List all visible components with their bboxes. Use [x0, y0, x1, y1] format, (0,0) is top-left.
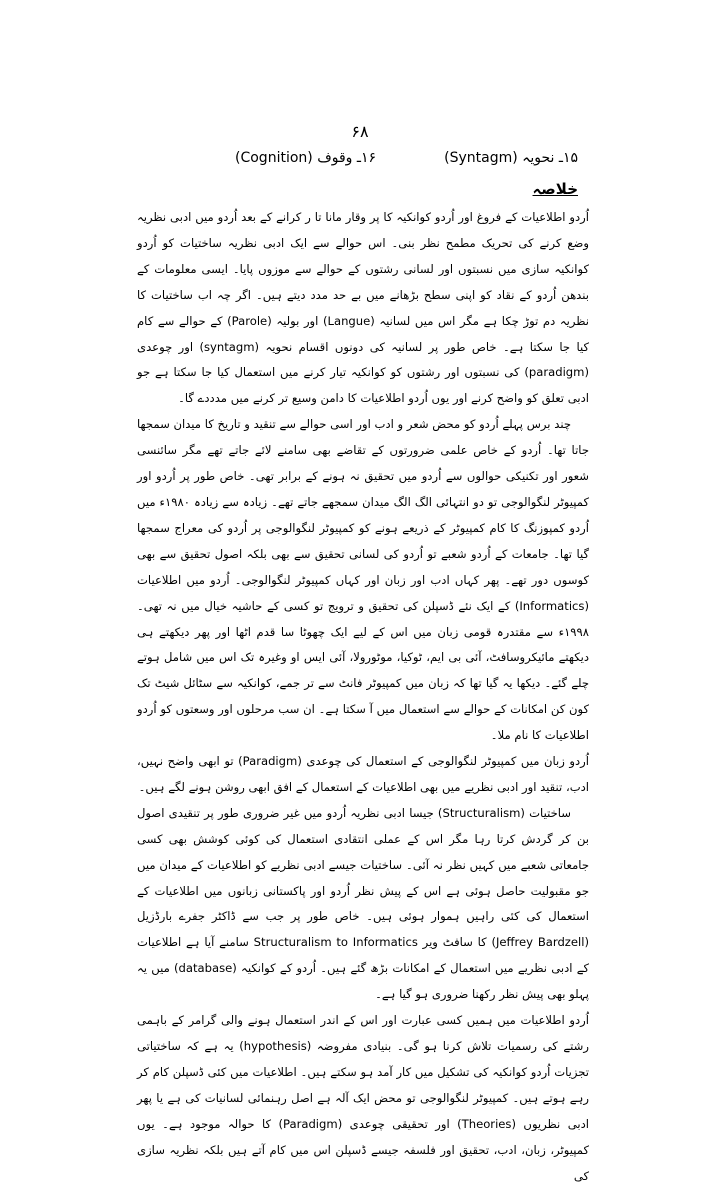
section-heading: خلاصہ: [532, 180, 578, 198]
paragraph-2: چند برس پہلے اُردو کو محض شعر و ادب اور اسی حوالے سے تنقید و تاریخ کا میدان سمجھا جاتا تھا۔ اُردو کے خاص علمی ضرورتوں کے تقاضے بھی سامنے لائے جاتے تھے مگر سائنسی شعور اور تکنیکی حوالوں سے اُردو میں تحقیق نہ ہونے کے برابر تھی۔ خاص طور پر اُردو اور کمپیوٹر لنگوالوجی تو دو انتہائی الگ الگ میدان سمجھے جاتے تھے۔ زیادہ سے زیادہ ۱۹۸۰ء میں اُردو کمپوزنگ کا کام کمپیوٹر کے ذریعے ہونے کو کمپیوٹر لنگوالوجی پر اُردو کی معراج سمجھا گیا تھا۔ جامعات کے اُردو شعبے تو اُردو کی لسانی تحقیق سے بھی بلکہ اصول تحقیق سے بھی کوسوں دور تھے۔ پھر کہاں ادب اور زبان اور کہاں کمپیوٹر لنگوالوجی۔ اُردو میں اطلاعیات (Informatics) کے ایک نئے ڈسپلن کی تحقیق و ترویج تو کسی کے حاشیہ خیال میں نہ تھی۔ ۱۹۹۸ء سے مقتدرہ قومی زبان میں اس کے لیے ایک چھوٹا سا قدم اٹھا اور پھر دیکھتے ہی دیکھتے مائیکروسافٹ، آئی بی ایم، ٹوکیا، موٹورولا، آئی ایس او وغیرہ تک اس میں شامل ہوتے چلے گئے۔ دیکھا یہ گیا تھا کہ زبان میں کمپیوٹر فانٹ سے تر جمے، کوانکیہ سے سٹائل شیٹ تک کون کن امکانات کے حوالے سے استعمال میں آ سکتا ہے۔ ان سب مرحلوں اور وسعتوں کو اُردو اطلاعیات کا نام ملا۔: [137, 417, 590, 743]
paragraph-4: ساختیات (Structuralism) جیسا ادبی نظریہ اُردو میں غیر ضروری طور پر تنقیدی اصول بن کر گردش کرتا رہا مگر اس کے عملی انتقادی استعمال کی کوئی کوشش بھی کسی جامعاتی شعبے میں کہیں نظر نہ آئی۔ ساختیات جیسے ادبی نظریے کو اطلاعیات کے میدان میں جو مقبولیت حاصل ہوئی ہے اس کے پیش نظر اُردو اور پاکستانی زبانوں میں اطلاعیات کے استعمال کی کئی راہیں ہموار ہوئی ہیں۔ خاص طور پر جب سے ڈاکٹر جفرے بارڈزیل (Jeffrey Bardzell) کا سافٹ ویر Structuralism to Informatics سامنے آیا ہے اطلاعیات کے ادبی نظریے میں استعمال کے امکانات بڑھ گئے ہیں۔ اُردو کے کوانکیہ (database) میں یہ پہلو بھی پیش نظر رکھنا ضروری ہو گیا ہے۔: [137, 805, 590, 1002]
paragraph-3: اُردو زبان میں کمپیوٹر لنگوالوجی کے استعمال کی چوعدی (Paradigm) تو ابھی واضح نہیں، ادب، تنقید اور ادبی نظریے میں بھی اطلاعیات کے استعمال کے افق ابھی روشن ہونے لگے ہیں۔: [137, 754, 589, 794]
term-syntagm: ۱۵ـ نحویہ (Syntagm): [444, 150, 578, 166]
paragraph-1: اُردو اطلاعیات کے فروغ اور اُردو کوانکیہ کا پر وقار مانا تا ر کرانے کے بعد اُردو میں ادبی نظریہ وضع کرنے کی تحریک مطمح نظر بنی۔ اس حوالے سے ایک ادبی نظریہ ساختیات کو اُردو کوانکیہ سازی میں نسبتوں اور لسانی رشتوں کے حوالے سے موزوں پایا۔ ایسی معلومات کے بندھن اُردو کے نقاد کو اپنی سطح بڑھانے میں بے حد مدد دیتے ہیں۔ اگر چہ اب ساختیات کا نظریہ دم توڑ چکا ہے مگر اس میں لسانیہ (Langue) اور بولیہ (Parole) کے حوالے سے کام کیا جا سکتا ہے۔ خاص طور پر لسانیہ کی دونوں اقسام نحویہ (syntagm) اور چوعدی (paradigm) کی نسبتوں اور رشتوں کو کوانکیہ تیار کرنے میں استعمال کیا جا سکتا ہے جو ادبی تعلق کو واضح کرنے اور یوں اُردو اطلاعیات کا دامن وسیع تر کرنے میں مدددے گا۔: [137, 210, 589, 406]
terms-row: [198, 150, 578, 172]
document-body: [137, 205, 589, 1189]
term-cognition: ۱۶ـ وقوف (Cognition): [235, 150, 376, 166]
page-number: ۶۸: [351, 122, 369, 141]
paragraph-5: اُردو اطلاعیات میں ہمیں کسی عبارت اور اس کے اندر استعمال ہونے والی گرامر کے باہمی رشتے کی رسمیات تلاش کرنا ہو گی۔ بنیادی مفروضہ (hypothesis) یہ ہے کہ ساختیاتی تجزیات اُردو کوانکیہ کی تشکیل میں کار آمد ہو سکتے ہیں۔ اطلاعیات میں کئی ڈسپلن کام کر رہے ہوتے ہیں۔ کمپیوٹر لنگوالوجی تو محض ایک آلہ ہے اصل رہنمائی لسانیات کی ہے یا پھر ادبی نظریوں (Theories) اور تحقیقی چوعدی (Paradigm) کا حوالہ موجود ہے۔ یوں کمپیوٹر، زبان، ادب، تحقیق اور فلسفہ جیسے ڈسپلن اس میں کام آتے ہیں بلکہ نظریہ سازی کی: [137, 1013, 589, 1183]
